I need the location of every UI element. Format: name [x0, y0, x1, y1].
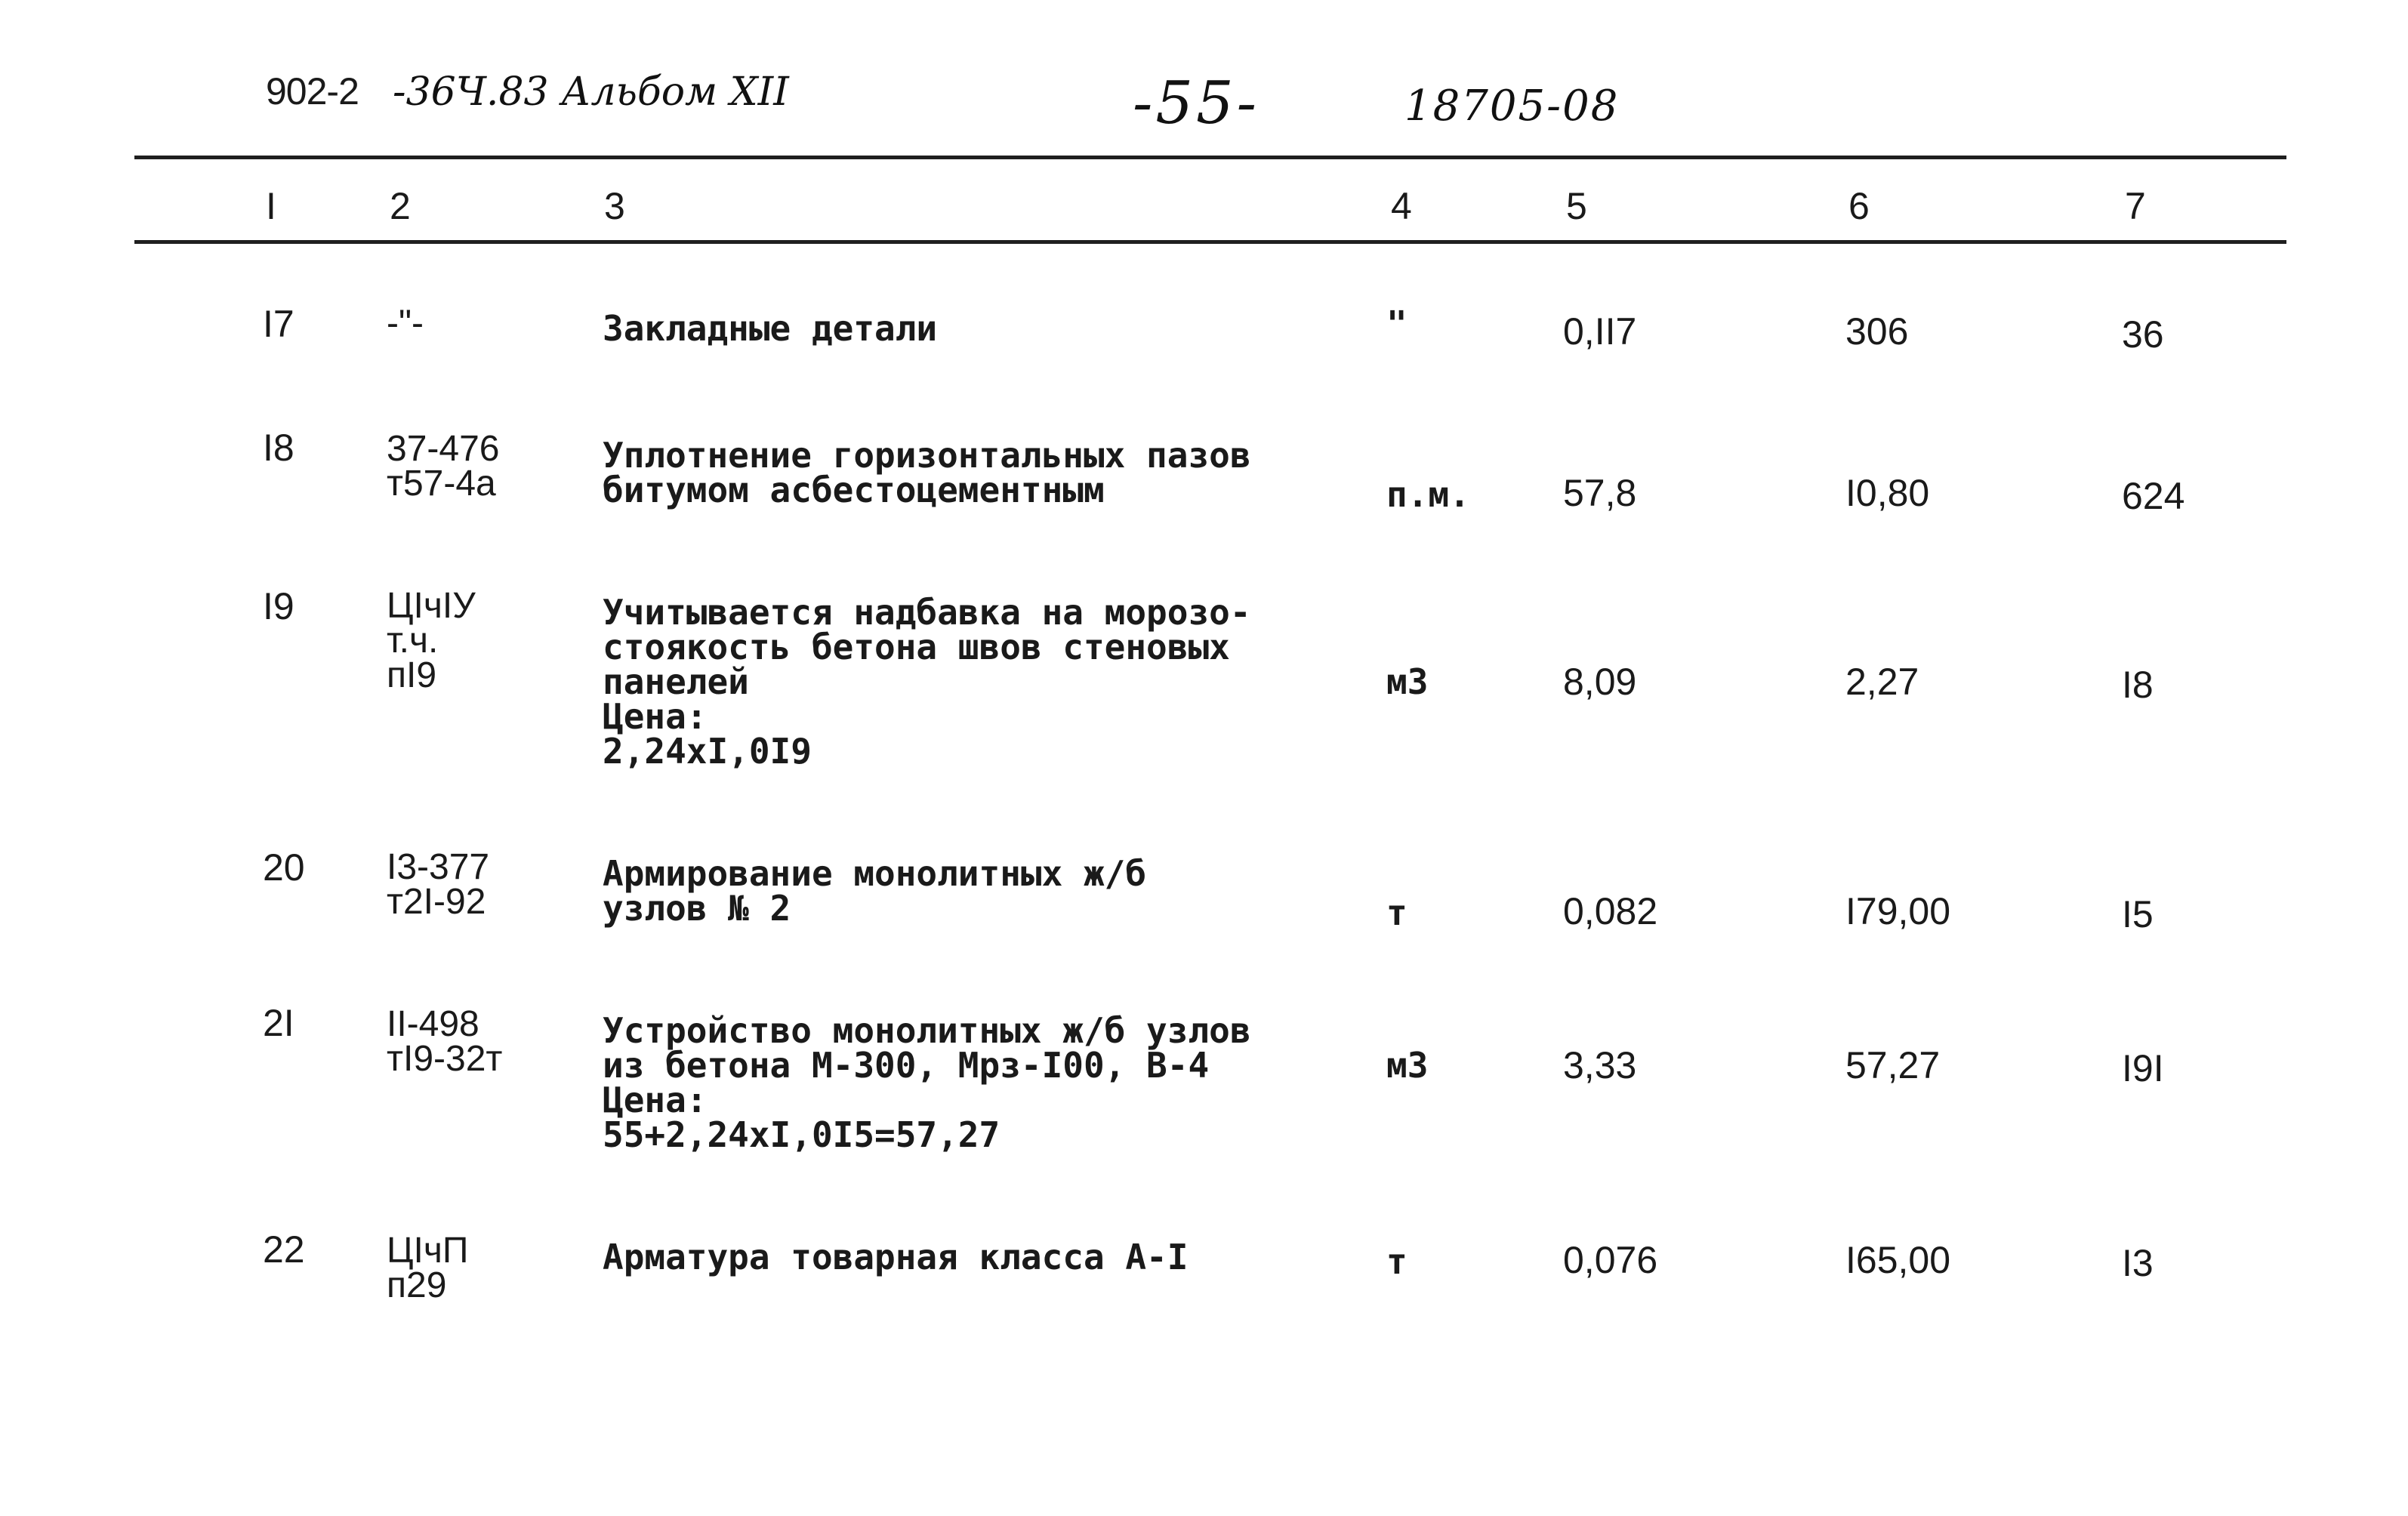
row-code: [387, 847, 490, 922]
row-description: [603, 1237, 1189, 1277]
description-line: Устройство монолитных ж/б узлов: [603, 1010, 1251, 1051]
row-description: [603, 592, 1251, 772]
row-total: I3: [2122, 1242, 2154, 1284]
description-line: узлов № 2: [603, 888, 791, 929]
header-rule-bottom: [134, 240, 2286, 244]
row-total: I8: [2122, 664, 2154, 706]
code-line: п29: [387, 1265, 447, 1305]
row-total: 36: [2122, 313, 2164, 356]
code-line: т2I-92: [387, 882, 486, 922]
row-price: I79,00: [1845, 890, 1951, 932]
page-number: -55-: [1133, 69, 1259, 137]
description-line: 2,24хI,0I9: [603, 731, 812, 772]
code-line: ЦIчП: [387, 1231, 469, 1271]
row-number: 20: [263, 846, 305, 889]
code-line: тI9-32т: [387, 1039, 503, 1079]
document-number: 18705-08: [1404, 82, 1620, 131]
description-line: Закладные детали: [603, 308, 938, 349]
row-price: 57,27: [1845, 1044, 1941, 1086]
column-header-5: 5: [1566, 185, 1587, 227]
description-line: Учитывается надбавка на морозо-: [603, 592, 1251, 633]
row-number: 22: [263, 1228, 305, 1271]
row-code: [387, 429, 500, 504]
code-line: I3-377: [387, 847, 490, 887]
row-number: I9: [263, 585, 294, 627]
row-unit: м3: [1386, 1045, 1429, 1086]
column-header-6: 6: [1848, 185, 1870, 227]
row-description: [603, 435, 1251, 510]
column-header-1: I: [266, 185, 276, 227]
row-description: [603, 853, 1147, 929]
description-line: Арматура товарная класса А-I: [603, 1237, 1189, 1277]
row-code: [387, 304, 424, 344]
description-line: битумом асбестоцементным: [603, 470, 1105, 510]
row-quantity: 0,II7: [1563, 310, 1637, 353]
row-code: [387, 1004, 503, 1079]
header-rule-top: [134, 156, 2286, 159]
row-unit: п.м.: [1386, 474, 1470, 515]
description-line: Цена:: [603, 696, 708, 737]
row-price: I65,00: [1845, 1239, 1951, 1281]
row-description: [603, 1010, 1251, 1155]
row-unit: ": [1386, 304, 1407, 344]
row-number: I8: [263, 427, 294, 469]
code-line: ЦIчIУ: [387, 586, 476, 626]
column-header-2: 2: [390, 185, 411, 227]
code-line: т57-4а: [387, 464, 496, 504]
row-quantity: 0,082: [1563, 890, 1658, 932]
description-line: из бетона М-300, Мрз-I00, В-4: [603, 1045, 1210, 1086]
row-code: [387, 1231, 469, 1305]
code-line: II-498: [387, 1004, 479, 1044]
row-price: 306: [1845, 310, 1909, 353]
row-quantity: 8,09: [1563, 661, 1637, 703]
row-price: I0,80: [1845, 472, 1930, 514]
row-price: 2,27: [1845, 661, 1919, 703]
row-number: 2I: [263, 1002, 294, 1044]
row-quantity: 0,076: [1563, 1239, 1658, 1281]
description-line: Уплотнение горизонтальных пазов: [603, 435, 1251, 476]
row-unit: м3: [1386, 661, 1429, 702]
row-quantity: 3,33: [1563, 1044, 1637, 1086]
row-number: I7: [263, 303, 294, 345]
code-line: т.ч.: [387, 621, 439, 661]
code-line: 37-476: [387, 429, 500, 469]
description-line: 55+2,24хI,0I5=57,27: [603, 1114, 1001, 1155]
row-unit: т: [1386, 1241, 1407, 1282]
description-line: Армирование монолитных ж/б: [603, 853, 1147, 894]
column-header-7: 7: [2125, 185, 2146, 227]
code-line: -"-: [387, 304, 424, 344]
row-description: [603, 308, 938, 349]
description-line: панелей: [603, 661, 749, 702]
row-total: 624: [2122, 475, 2185, 517]
code-line: пI9: [387, 655, 437, 695]
header-code: 902-2: [266, 70, 359, 112]
row-total: I5: [2122, 893, 2154, 935]
header-album-handwritten: -36Ч.83 Альбом XII: [393, 69, 789, 115]
column-header-3: 3: [604, 185, 625, 227]
row-total: I9I: [2122, 1047, 2164, 1089]
description-line: стоякость бетона швов стеновых: [603, 627, 1230, 667]
row-quantity: 57,8: [1563, 472, 1637, 514]
column-header-4: 4: [1391, 185, 1412, 227]
description-line: Цена:: [603, 1080, 708, 1120]
row-unit: т: [1386, 892, 1407, 933]
row-code: [387, 586, 476, 695]
